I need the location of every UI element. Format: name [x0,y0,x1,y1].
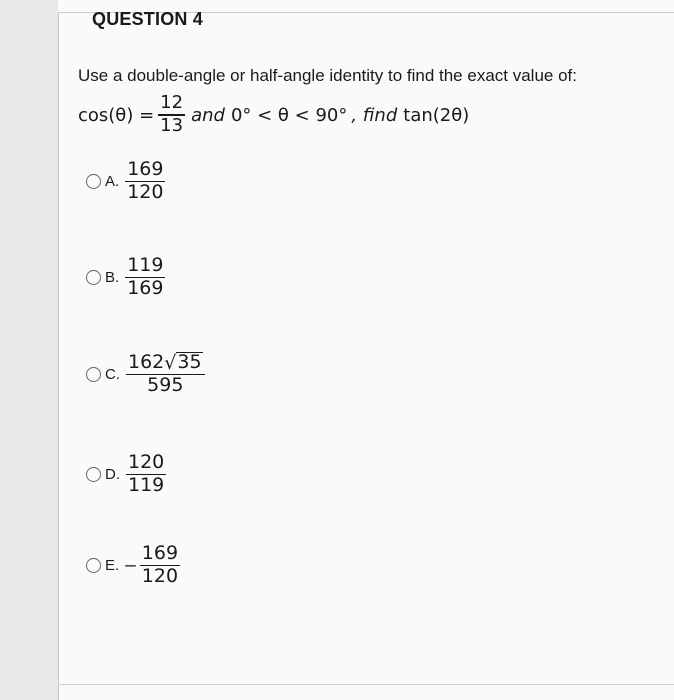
panel-bottom-divider [58,684,674,685]
option-e-label: E. [105,557,120,575]
option-b-label: B. [105,269,120,287]
option-b-numerator: 119 [127,254,164,276]
option-d[interactable] [86,453,166,496]
radio-button-a[interactable] [86,174,101,189]
option-c-coefficient: 162 [128,351,165,373]
panel-left-border [58,12,59,700]
problem-target: tan(2θ) [403,104,470,126]
option-a-denominator: 120 [127,181,164,204]
radio-button-e[interactable] [86,558,101,573]
question-title: QUESTION 4 [92,9,204,29]
option-e[interactable] [86,544,180,587]
option-d-denominator: 119 [128,474,165,497]
option-c-label: C. [105,365,120,383]
question-instruction: Use a double-angle or half-angle identity to find the exact value of: [78,66,577,85]
square-root [164,352,202,373]
problem-fraction [158,94,185,135]
radio-button-b[interactable] [86,270,101,285]
option-e-denominator: 120 [141,565,179,588]
option-b[interactable] [86,256,165,299]
option-b-denominator: 169 [127,277,164,300]
option-c[interactable] [86,352,205,396]
option-b-fraction [125,256,165,299]
option-d-fraction [126,453,166,496]
option-e-fraction [140,544,180,587]
radical-sign-icon: √ [164,351,177,374]
problem-and: and [191,104,225,126]
problem-statement [78,92,469,138]
option-a[interactable] [86,160,165,203]
problem-find: , find [351,104,398,126]
radio-button-c[interactable] [86,367,101,382]
option-a-numerator: 169 [127,158,164,180]
option-d-numerator: 120 [128,451,165,473]
option-c-denominator: 595 [147,374,184,397]
option-e-negative-sign: – [125,554,136,576]
option-a-fraction [125,160,165,203]
problem-condition: 0° < θ < 90° [230,104,348,126]
option-d-label: D. [105,466,120,484]
problem-numerator: 12 [160,92,184,114]
option-c-fraction [126,352,205,396]
option-c-numerator [126,352,205,374]
problem-lhs: cos(θ) = [78,104,155,126]
radio-button-d[interactable] [86,467,101,482]
option-e-numerator: 169 [141,542,179,564]
problem-denominator: 13 [160,114,184,136]
option-a-label: A. [105,173,120,191]
option-c-radicand: 35 [177,351,202,373]
